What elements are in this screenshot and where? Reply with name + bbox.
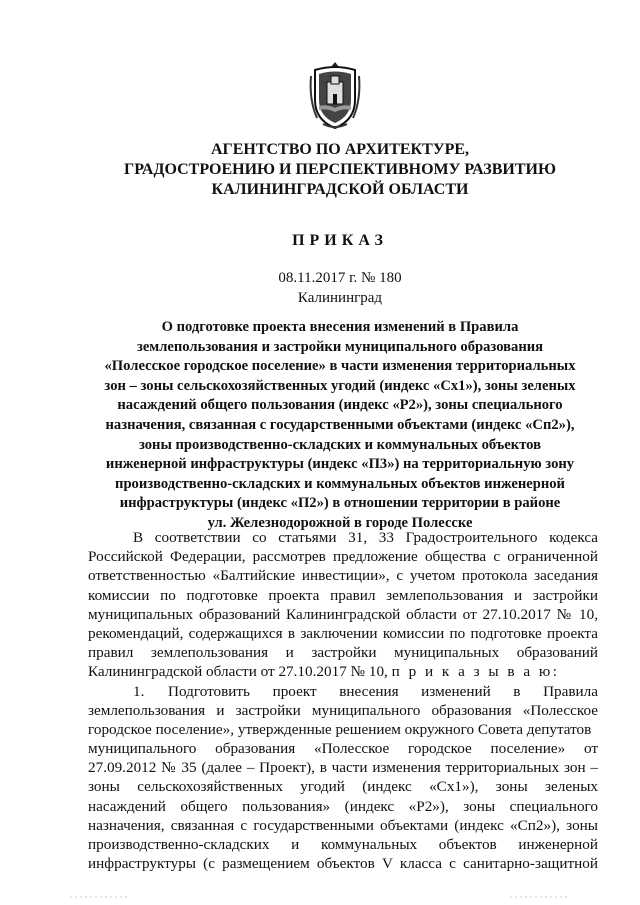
agency-name: [60, 140, 620, 200]
item-line: насаждений общего пользования» (индекс «Р2»), зоны специального: [88, 797, 598, 815]
agency-line: КАЛИНИНГРАДСКОЙ ОБЛАСТИ: [211, 181, 469, 198]
item-line: назначения, связанная с государственными объектами (индекс «Сп2»), зоны: [88, 816, 598, 834]
date-number: 08.11.2017 г. № 180: [278, 270, 402, 286]
subject-line: насаждений общего пользования (индекс «Р2»), зоны специального: [117, 397, 563, 414]
city: Калининград: [297, 290, 383, 306]
body-line: правил землепользования и застройки муниципальных образований: [88, 644, 598, 662]
subject-line: инженерной инфраструктуры (индекс «П3») на территориальную зону: [105, 456, 575, 473]
scan-footer-marks: [70, 895, 570, 899]
coat-of-arms-icon: [307, 60, 363, 130]
subject-line: землепользования и застройки муниципального образования: [136, 338, 544, 355]
item-line: зоны сельскохозяйственных угодий (индекс «Сх1»), зоны зеленых: [88, 778, 598, 796]
body-line: ответственностью «Балтийские инвестиции», с учетом протокола заседания: [88, 567, 598, 585]
body-line: муниципальных образований Калининградской области от 27.10.2017 № 10,: [88, 605, 598, 623]
item-line: муниципального образования «Полесское городское поселение» от: [88, 740, 598, 758]
order-subject: [84, 318, 596, 534]
body-line: Калининградской области от 27.10.2017 № 10,: [88, 663, 388, 681]
subject-line: «Полесское городское поселение» в части изменения территориальных: [104, 358, 576, 375]
agency-line: ГРАДОСТРОЕНИЮ И ПЕРСПЕКТИВНОМУ РАЗВИТИЮ: [124, 161, 556, 178]
order-body: [88, 528, 598, 873]
item-line: землепользования и застройки муниципального образования «Полесское: [88, 701, 598, 719]
item-number: 1.: [133, 682, 145, 700]
agency-line: АГЕНТСТВО ПО АРХИТЕКТУРЕ,: [210, 141, 470, 158]
body-line: комиссии по подготовке проекта правил землепользования и застройки: [88, 586, 598, 604]
body-line: В соответствии со статьями 31, 33 Градостроительного кодекса: [133, 529, 598, 546]
item-line: инфраструктуры (с размещением объектов V класса с санитарно-защитной: [88, 855, 598, 873]
item-line: городское поселение», утвержденные решением окружного Совета депутатов: [88, 720, 592, 738]
date-number-block: [60, 268, 620, 308]
subject-line: О подготовке проекта внесения изменений в Правила: [161, 319, 519, 335]
subject-line: ул. Железнодорожной в городе Полесске: [207, 514, 473, 531]
document-type-title: ПРИКАЗ: [292, 232, 388, 249]
body-line-last: [88, 662, 598, 681]
subject-line: назначения, связанная с государственными объектами (индекс «Сп2»),: [105, 416, 575, 433]
item-1-first-line: [88, 682, 598, 701]
item-line: 27.09.2012 № 35 (далее – Проект), в части изменения территориальных зон –: [88, 759, 598, 777]
body-line: Российской Федерации, рассмотрев предложение общества с ограниченной: [88, 548, 598, 566]
order-word: п р и к а з ы в а ю:: [391, 663, 560, 681]
item-line: Подготовить проект внесения изменений в Правила: [168, 682, 598, 700]
subject-line: зоны производственно-складских и коммунальных объектов: [138, 436, 541, 453]
subject-line: инфраструктуры (индекс «П2») в отношении территории в районе: [119, 495, 561, 512]
item-line: производственно-складских и коммунальных объектов инженерной: [88, 836, 598, 853]
body-line: рекомендаций, содержащихся в заключении комиссии по подготовке проекта: [88, 624, 598, 642]
subject-line: производственно-складских и коммунальных объектов инженерной: [115, 475, 565, 492]
subject-line: зон – зоны сельскохозяйственных угодий (индекс «Сх1»), зоны зеленых: [104, 377, 576, 394]
